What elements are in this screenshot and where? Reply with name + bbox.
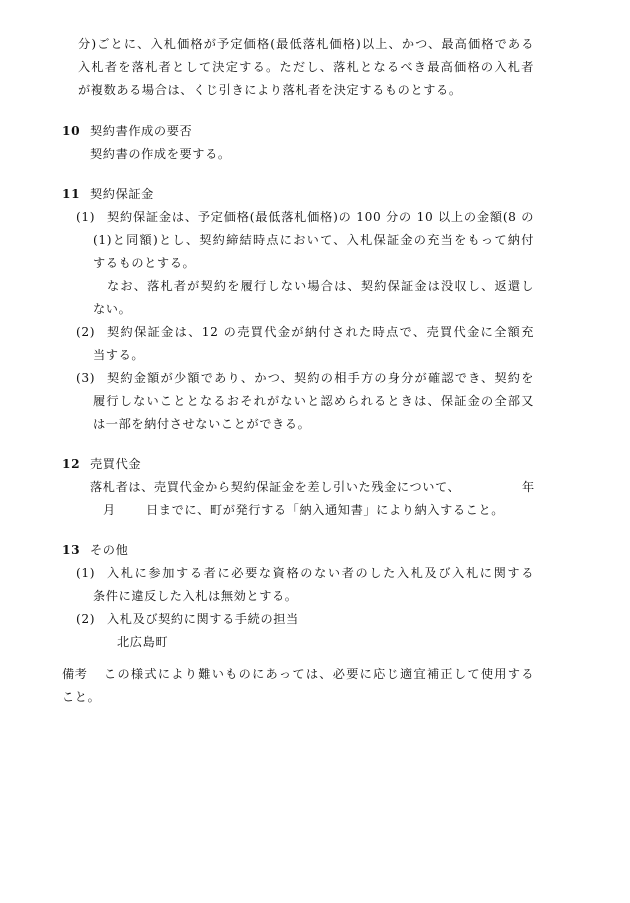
section-13-number: 13 bbox=[62, 543, 81, 557]
section-12-title: 売買代金 bbox=[90, 457, 142, 471]
year-label: 年 bbox=[522, 480, 535, 494]
item-line: は一部を納付させないことができる。 bbox=[93, 417, 311, 431]
item-line: なお、落札者が契約を履行しない場合は、契約保証金は没収し、返還し bbox=[107, 279, 534, 293]
note-line: こと。 bbox=[62, 690, 101, 704]
item-number: (1) bbox=[76, 566, 96, 580]
section-10-number: 10 bbox=[62, 124, 81, 138]
department-name: 北広島町 bbox=[117, 635, 169, 649]
item-line: ない。 bbox=[93, 302, 132, 316]
item-line: 契約保証金は、12 の売買代金が納付された時点で、売買代金に全額充 bbox=[107, 325, 534, 339]
section-10-body: 契約書の作成を要する。 bbox=[90, 147, 231, 161]
item-line: 入札及び契約に関する手続の担当 bbox=[107, 612, 299, 626]
section-13-title: その他 bbox=[90, 543, 129, 557]
item-line: 契約保証金は、予定価格(最低落札価格)の 100 分の 10 以上の金額(8 の bbox=[107, 210, 534, 224]
item-line: 契約金額が少額であり、かつ、契約の相手方の身分が確認でき、契約を bbox=[107, 371, 534, 385]
intro-line: 分)ごとに、入札価格が予定価格(最低落札価格)以上、かつ、最高価格である bbox=[78, 37, 534, 51]
item-line: 条件に違反した入札は無効とする。 bbox=[93, 589, 298, 603]
section-12-line: 日までに、町が発行する「納入通知書」により納入すること。 bbox=[146, 503, 505, 517]
item-number: (2) bbox=[76, 325, 96, 339]
section-10-title: 契約書作成の要否 bbox=[90, 124, 193, 138]
section-12-line: 落札者は、売買代金から契約保証金を差し引いた残金について、 bbox=[90, 480, 461, 494]
item-number: (3) bbox=[76, 371, 96, 385]
item-line: 入札に参加する者に必要な資格のない者のした入札及び入札に関する bbox=[107, 566, 534, 580]
section-11-number: 11 bbox=[62, 187, 81, 201]
item-number: (2) bbox=[76, 612, 96, 626]
item-line: (1)と同額)とし、契約締結時点において、入札保証金の充当をもって納付 bbox=[93, 233, 534, 247]
item-number: (1) bbox=[76, 210, 96, 224]
section-12-number: 12 bbox=[62, 457, 81, 471]
section-11-title: 契約保証金 bbox=[90, 187, 154, 201]
item-line: 当する。 bbox=[93, 348, 145, 362]
intro-line: が複数ある場合は、くじ引きにより落札者を決定するものとする。 bbox=[78, 83, 462, 97]
note-line: この様式により難いものにあっては、必要に応じ適宜補正して使用する bbox=[104, 667, 534, 681]
item-line: するものとする。 bbox=[93, 256, 196, 270]
note-label: 備考 bbox=[62, 667, 88, 681]
month-label: 月 bbox=[103, 503, 116, 517]
intro-line: 入札者を落札者として決定する。ただし、落札となるべき最高価格の入札者 bbox=[78, 60, 534, 74]
item-line: 履行しないこととなるおそれがないと認められるときは、保証金の全部又 bbox=[93, 394, 534, 408]
